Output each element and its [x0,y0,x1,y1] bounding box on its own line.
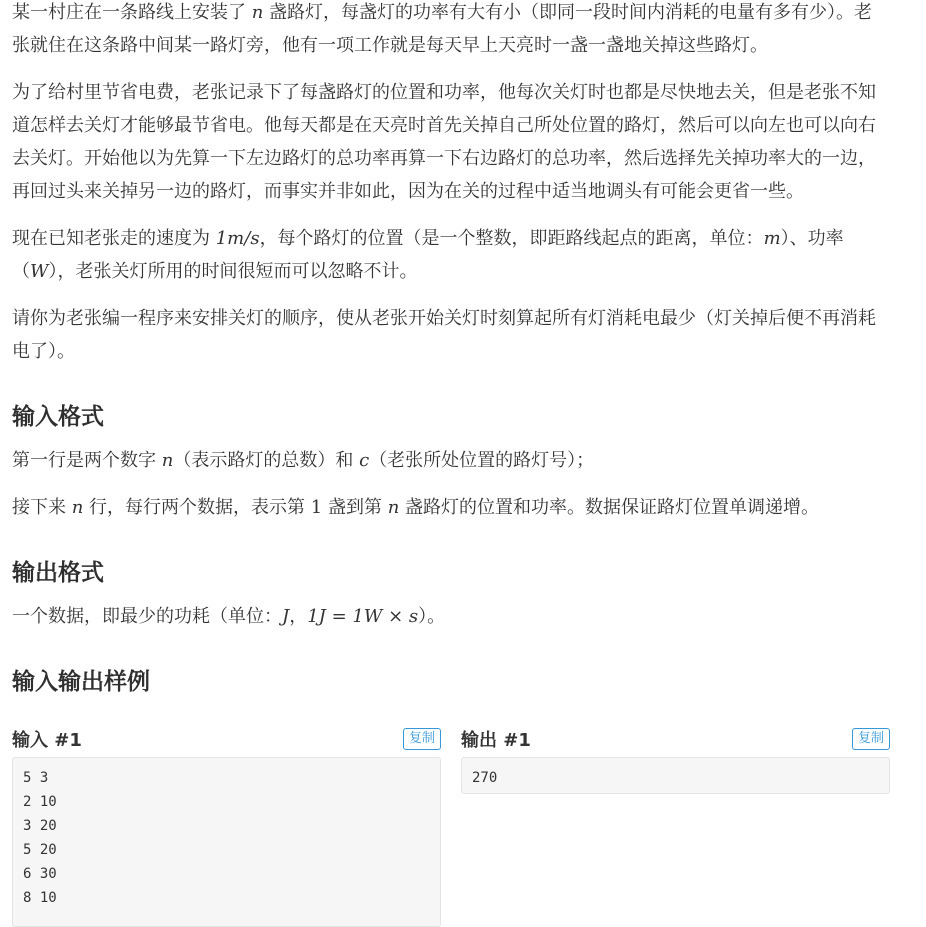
sample-input-column [12,721,441,927]
sample-input-box[interactable]: 5 3 2 10 3 20 5 20 6 30 8 10 [12,757,441,927]
output-format-paragraph: 一个数据，即最少的功耗（单位：J，1J = 1W × s）。 [12,606,446,627]
math-j: J [282,606,290,627]
sample-output-column [461,721,890,927]
math-n: n [251,2,264,23]
sample-output-header [461,721,890,757]
sample-input-header [12,721,441,757]
input-format-heading: 输入格式 [12,404,104,430]
math-w: W [30,261,49,282]
input-format-paragraph-1: 第一行是两个数字 n（表示路灯的总数）和 c（老张所处位置的路灯号）； [12,450,595,471]
sample-output-box[interactable]: 270 [461,757,890,794]
copy-output-button[interactable]: 复制 [852,728,890,750]
samples-heading: 输入输出样例 [12,669,150,695]
samples-row [12,721,890,927]
math-n: n [387,497,400,518]
math-c: c [359,450,370,471]
math-one: 1 [310,497,323,518]
description-paragraph-3: 现在已知老张走的速度为 1m/s，每个路灯的位置（是一个整数，即距路线起点的距离，单位：m）、功率（W），老张关灯所用的时间很短而可以忽略不计。 [12,228,844,282]
math-n: n [161,450,174,471]
math-speed: 1m/s [215,228,260,249]
description-paragraph-4: 请你为老张编一程序来安排关灯的顺序，使从老张开始关灯时刻算起所有灯消耗电最少（灯关掉后便不再消耗电了）。 [12,308,876,362]
input-format-paragraph-2: 接下来 n 行，每行两个数据，表示第 1 盏到第 n 盏路灯的位置和功率。数据保证路灯位置单调递增。 [12,497,820,518]
copy-input-button[interactable]: 复制 [403,728,441,750]
description-paragraph-2: 为了给村里节省电费，老张记录下了每盏路灯的位置和功率，他每次关灯时也都是尽快地去关，但是老张不知道怎样去关灯才能够最节省电。他每天都是在天亮时首先关掉自己所处位置的路灯，然后可以向左也可以向右去关灯。开始他以为先算一下左边路灯的总功率再算一下右边路灯的总功率，然后选择先关掉功率大的一边，再回过头来关掉另一边的路灯，而事实并非如此，因为在关的过程中适当地调头有可能会更省一些。 [12,82,876,202]
description-paragraph-1: 某一村庄在一条路线上安装了 n 盏路灯，每盏灯的功率有大有小（即同一段时间内消耗的电量有多有少）。老张就住在这条路中间某一路灯旁，他有一项工作就是每天早上天亮时一盏一盏地关掉这些路灯。 [12,2,873,56]
output-format-heading: 输出格式 [12,560,104,586]
math-m: m [763,228,781,249]
sample-input-title: 输入 #1 [12,730,82,751]
sample-output-title: 输出 #1 [461,730,531,751]
math-unit-formula: 1J = 1W × s [307,606,419,627]
math-n: n [71,497,84,518]
